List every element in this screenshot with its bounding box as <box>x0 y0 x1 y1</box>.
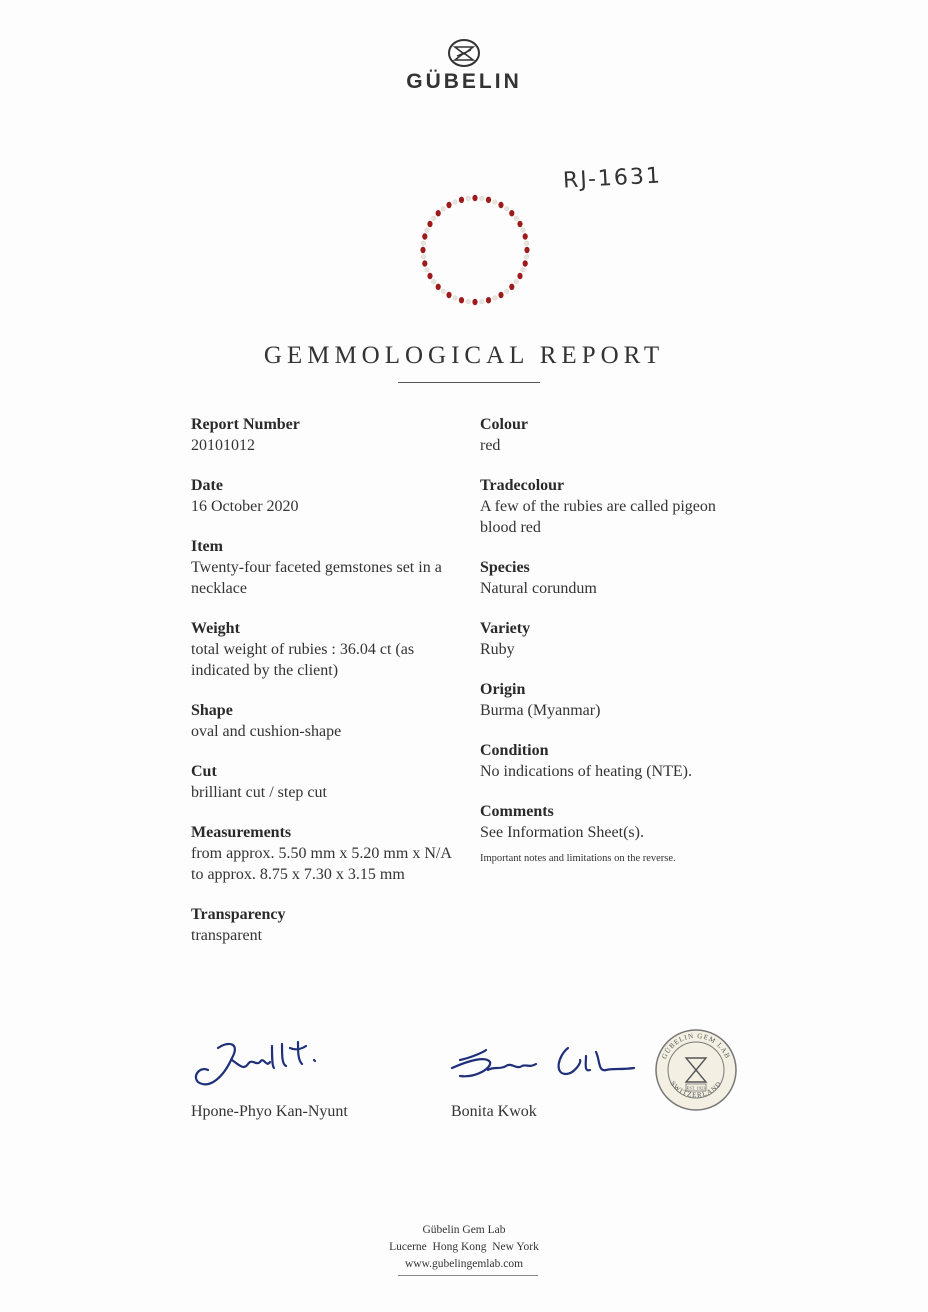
field-label: Tradecolour <box>480 477 565 494</box>
ruby-bead <box>472 299 477 305</box>
pearl-bead <box>466 299 470 303</box>
title-divider <box>398 382 540 383</box>
field-label: Origin <box>480 681 526 698</box>
field-label: Condition <box>480 742 549 759</box>
pearl-bead <box>466 196 470 200</box>
gem-lab-seal-icon <box>654 1028 738 1112</box>
pearl-bead <box>421 241 425 245</box>
gubelin-logo <box>0 38 928 94</box>
footer-divider <box>398 1275 538 1276</box>
ruby-bead <box>523 260 528 266</box>
necklace-image <box>410 190 540 310</box>
field-variety <box>480 618 770 660</box>
ruby-bead <box>517 273 522 279</box>
field-label: Variety <box>480 620 531 637</box>
pearl-bead <box>432 280 436 284</box>
field-value: A few of the rubies are called pigeon blood red <box>480 498 716 536</box>
footer-website: www.gubelingemlab.com <box>404 1258 524 1270</box>
field-label: Shape <box>191 702 233 719</box>
pearl-bead <box>432 216 436 220</box>
field-label: Colour <box>480 416 528 433</box>
pearl-bead <box>524 241 528 245</box>
pearl-bead <box>421 255 425 259</box>
field-transparency <box>191 904 491 946</box>
field-value: See Information Sheet(s). <box>480 824 644 841</box>
pearl-bead <box>524 255 528 259</box>
footer-lab: Gübelin Gem Lab <box>422 1224 506 1236</box>
pearl-bead <box>441 207 445 211</box>
field-cut <box>191 761 491 803</box>
report-title: GEMMOLOGICAL REPORT <box>263 342 665 369</box>
ruby-bead <box>486 197 491 203</box>
field-value: total weight of rubies : 36.04 ct (as indicated by the client) <box>191 641 415 679</box>
field-tradecolour <box>480 475 770 538</box>
field-date <box>191 475 491 517</box>
pearl-bead <box>480 299 484 303</box>
pearl-bead <box>441 289 445 293</box>
ruby-bead <box>427 221 432 227</box>
field-label: Item <box>191 538 223 555</box>
svg-text:SWITZERLAND: SWITZERLAND <box>668 1079 724 1100</box>
signatory-right-name: Bonita Kwok <box>451 1103 537 1120</box>
svg-text:EST. 1923: EST. 1923 <box>686 1085 706 1091</box>
right-column <box>480 414 770 864</box>
field-value: Natural corundum <box>480 580 597 597</box>
field-value: transparent <box>191 927 263 944</box>
field-shape <box>191 700 491 742</box>
handwritten-reference: RJ-1631 <box>562 163 663 194</box>
ruby-bead <box>509 284 514 290</box>
field-value: red <box>480 437 501 454</box>
pearl-bead <box>521 228 525 232</box>
ruby-bead <box>517 221 522 227</box>
pearl-bead <box>425 228 429 232</box>
signature-right <box>450 1040 640 1090</box>
field-label: Weight <box>191 620 240 637</box>
field-species <box>480 557 770 599</box>
field-value: Twenty-four faceted gemstones set in a necklace <box>191 559 442 597</box>
field-value: brilliant cut / step cut <box>191 784 327 801</box>
gubelin-emblem-icon <box>447 38 481 68</box>
ruby-bead <box>459 297 464 303</box>
field-value: Ruby <box>480 641 515 658</box>
pearl-bead <box>480 196 484 200</box>
pearl-bead <box>453 200 457 204</box>
ruby-bead <box>523 233 528 239</box>
ruby-bead <box>422 260 427 266</box>
ruby-bead <box>498 292 503 298</box>
field-value: 16 October 2020 <box>191 498 299 515</box>
field-weight <box>191 618 491 681</box>
field-colour <box>480 414 770 456</box>
pearl-bead <box>453 296 457 300</box>
field-comments <box>480 801 770 843</box>
signatory-left-name: Hpone-Phyo Kan-Nyunt <box>191 1103 348 1120</box>
ruby-bead <box>436 210 441 216</box>
ruby-bead <box>446 292 451 298</box>
ruby-bead <box>472 195 477 201</box>
left-column <box>191 414 491 965</box>
pearl-bead <box>493 200 497 204</box>
ruby-bead <box>427 273 432 279</box>
pearl-bead <box>514 280 518 284</box>
ruby-bead <box>459 197 464 203</box>
brand-name: GÜBELIN <box>406 70 522 93</box>
reverse-note: Important notes and limitations on the reverse. <box>480 853 676 864</box>
field-label: Species <box>480 559 530 576</box>
field-label: Comments <box>480 803 554 820</box>
field-origin <box>480 679 770 721</box>
ruby-bead <box>420 247 425 253</box>
field-label: Transparency <box>191 906 286 923</box>
ruby-bead <box>486 297 491 303</box>
footer-cities: Lucerne Hong Kong New York <box>389 1241 539 1253</box>
field-label: Report Number <box>191 416 300 433</box>
field-label: Measurements <box>191 824 292 841</box>
ruby-bead <box>509 210 514 216</box>
pearl-bead <box>514 216 518 220</box>
ruby-bead <box>524 247 529 253</box>
ruby-bead <box>446 202 451 208</box>
field-item <box>191 536 491 599</box>
ruby-bead <box>436 284 441 290</box>
field-label: Date <box>191 477 223 494</box>
field-measurements <box>191 822 491 885</box>
field-report-number <box>191 414 491 456</box>
pearl-bead <box>505 289 509 293</box>
pearl-bead <box>493 296 497 300</box>
ruby-bead <box>422 233 427 239</box>
field-condition <box>480 740 770 782</box>
field-value: Burma (Myanmar) <box>480 702 601 719</box>
pearl-bead <box>521 268 525 272</box>
pearl-bead <box>425 268 429 272</box>
footer <box>0 1222 928 1273</box>
field-value: No indications of heating (NTE). <box>480 763 692 780</box>
pearl-bead <box>505 207 509 211</box>
signature-left <box>190 1036 340 1096</box>
field-label: Cut <box>191 763 217 780</box>
field-value: 20101012 <box>191 437 255 454</box>
field-value: from approx. 5.50 mm x 5.20 mm x N/A to approx. 8.75 x 7.30 x 3.15 mm <box>191 845 451 883</box>
svg-text:GÜBELIN GEM LAB: GÜBELIN GEM LAB <box>660 1031 732 1061</box>
ruby-bead <box>498 202 503 208</box>
field-value: oval and cushion-shape <box>191 723 342 740</box>
